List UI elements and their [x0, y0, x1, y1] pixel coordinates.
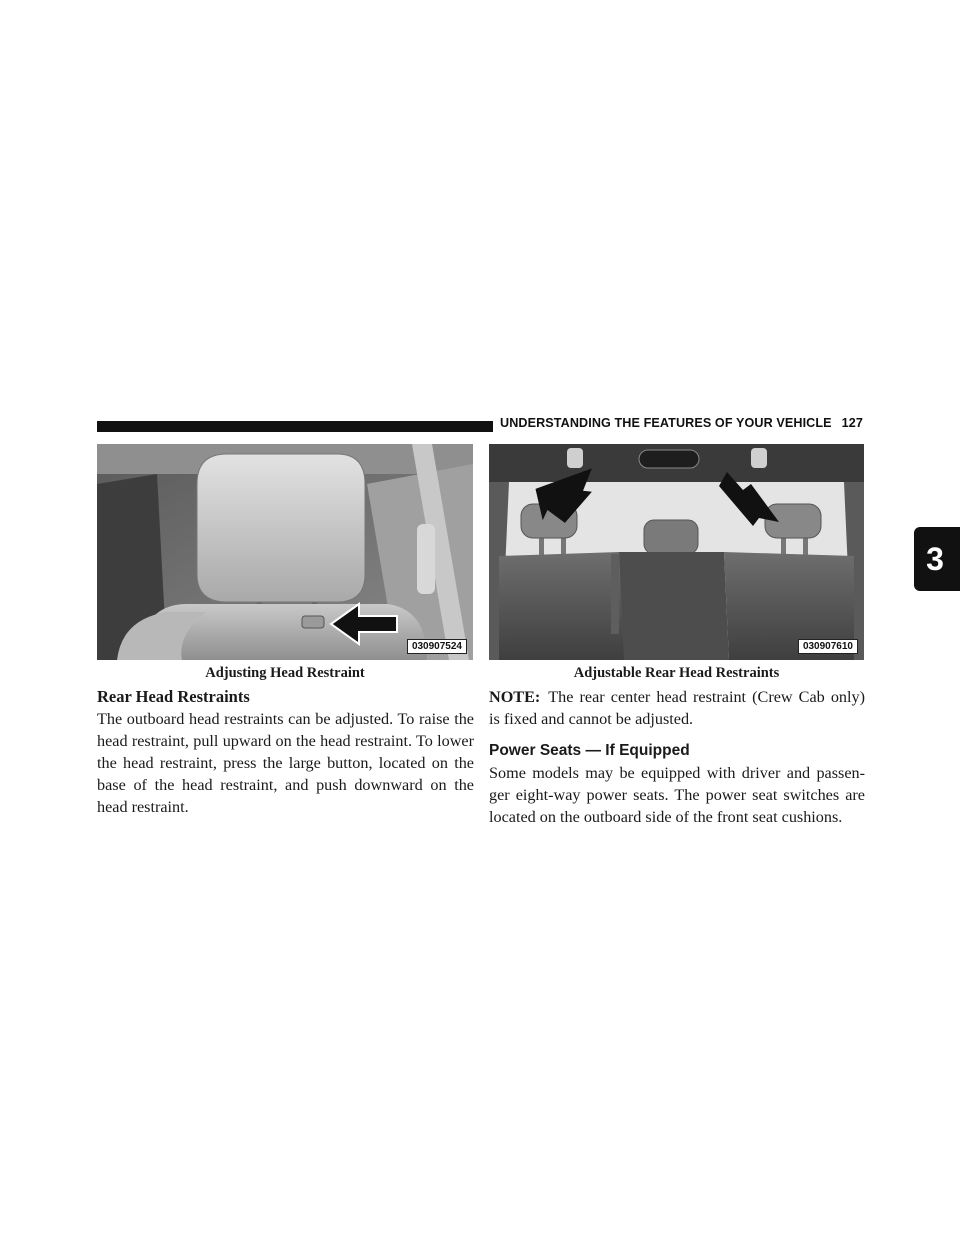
figure-caption: Adjusting Head Restraint	[205, 665, 365, 681]
chapter-tab: 3	[914, 527, 960, 591]
figure-id: 030907524	[407, 639, 467, 654]
figure-id: 030907610	[798, 639, 858, 654]
running-header	[500, 416, 866, 430]
left-column	[97, 686, 474, 818]
section-heading: Rear Head Restraints	[97, 687, 250, 706]
rear-seat-illustration	[489, 444, 864, 660]
section-heading: Power Seats — If Equipped	[489, 742, 690, 759]
page-number: 127	[841, 416, 863, 430]
figure-caption: Adjustable Rear Head Restraints	[573, 665, 780, 681]
note-label: NOTE:	[489, 688, 541, 706]
note-paragraph	[489, 686, 865, 730]
note-text: The rear center head restraint (Crew Cab only) is fixed and cannot be adjusted.	[489, 688, 865, 728]
body-paragraph: The outboard head restraints can be adjusted. To raise the head restraint, pull upward on the head restraint. To lower the head restraint, press the large button, located on the base of the head restraint, and push downward on the head restraint.	[97, 710, 474, 816]
header-rule	[97, 421, 493, 432]
right-column	[489, 686, 865, 828]
head-restraint-illustration	[97, 444, 473, 660]
section-title: UNDERSTANDING THE FEATURES OF YOUR VEHICLE	[500, 416, 832, 430]
figure-rear-head-restraints	[489, 444, 864, 660]
figure-adjusting-head-restraint	[97, 444, 473, 660]
body-paragraph: Some models may be equipped with driver and passen-ger eight-way power seats. The power seat switches are located on the outboard side of the front seat cushions.	[489, 764, 865, 826]
